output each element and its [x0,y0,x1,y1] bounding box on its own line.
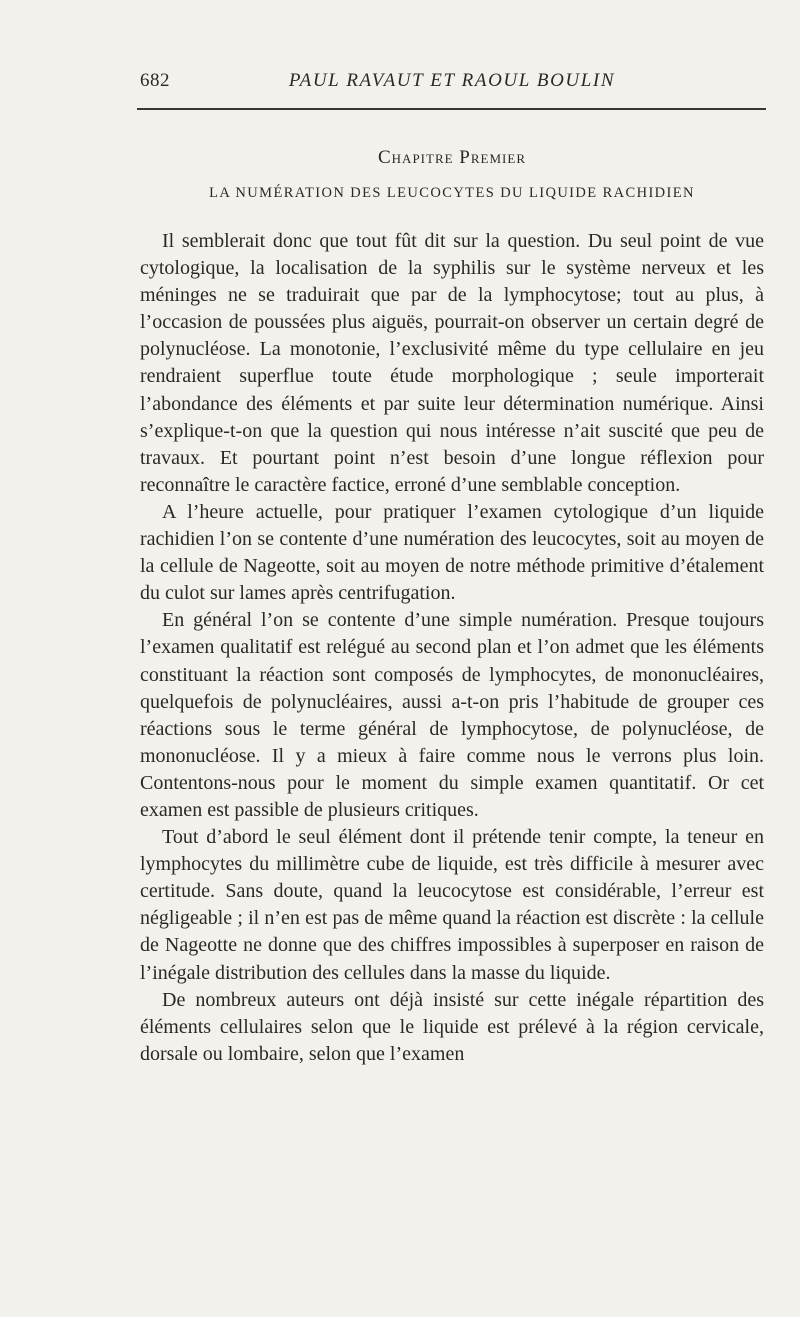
section-title: LA NUMÉRATION DES LEUCOCYTES DU LIQUIDE RACHIDIEN [209,185,695,201]
running-head [140,70,764,100]
paragraph: Il semblerait donc que tout fût dit sur la question. Du seul point de vue cytologique, la localisation de la syphilis sur le système nerveux et les méninges ne se traduirait que par de la lymphocytose; tout au plus, à l’occasion de poussées plus aiguës, pourrait-on observer un certain degré de polynucléose. La monotonie, l’exclusivité même du type cellulaire en jeu rendraient superflue toute étude morphologique ; seule importerait l’abondance des éléments et par suite leur détermination numérique. Ainsi s’explique-t-on que la question qui nous intéresse n’ait suscité que peu de travaux. Et pourtant point n’est besoin d’une longue réflexion pour reconnaître le caractère factice, erroné d’une semblable conception. [140,230,764,496]
paragraph: A l’heure actuelle, pour pratiquer l’examen cytologique d’un liquide rachidien l’on se contente d’une numération des leucocytes, soit au moyen de la cellule de Nageotte, soit au moyen de notre méthode primitive d’étalement du culot sur lames après centrifugation. [140,500,764,605]
body-text [140,228,764,1068]
header-rule [137,108,766,110]
chapter-title: Chapitre Premier [378,147,526,168]
paragraph: En général l’on se contente d’une simple numération. Presque toujours l’examen qualitatif est relégué au second plan et l’on admet que les éléments constituant la réaction sont composés de lymphocytes, de mononucléaires, quelquefois de polynucléaires, aussi a-t-on pris l’habitude de grouper ces réactions sous le terme général de lymphocytose, de polynucléose, de mononucléose. Il y a mieux à faire comme nous le verrons plus loin. Contentons-nous pour le moment du simple examen quantitatif. Or cet examen est passible de plusieurs critiques. [140,609,764,821]
paragraph: Tout d’abord le seul élément dont il prétende tenir compte, la teneur en lymphocytes du millimètre cube de liquide, est très difficile à mesurer avec certitude. Sans doute, quand la leucocytose est considérable, l’erreur est négligeable ; il n’en est pas de même quand la réaction est discrète : la cellule de Nageotte ne donne que des chiffres impossibles à superposer en raison de l’inégale distribution des cellules dans la masse du liquide. [140,826,764,984]
page-number: 682 [140,70,170,91]
paragraph: De nombreux auteurs ont déjà insisté sur cette inégale répartition des éléments cellulaires selon que le liquide est prélevé à la région cervicale, dorsale ou lombaire, selon que l’examen [140,988,764,1065]
running-title: PAUL RAVAUT ET RAOUL BOULIN [288,70,616,91]
